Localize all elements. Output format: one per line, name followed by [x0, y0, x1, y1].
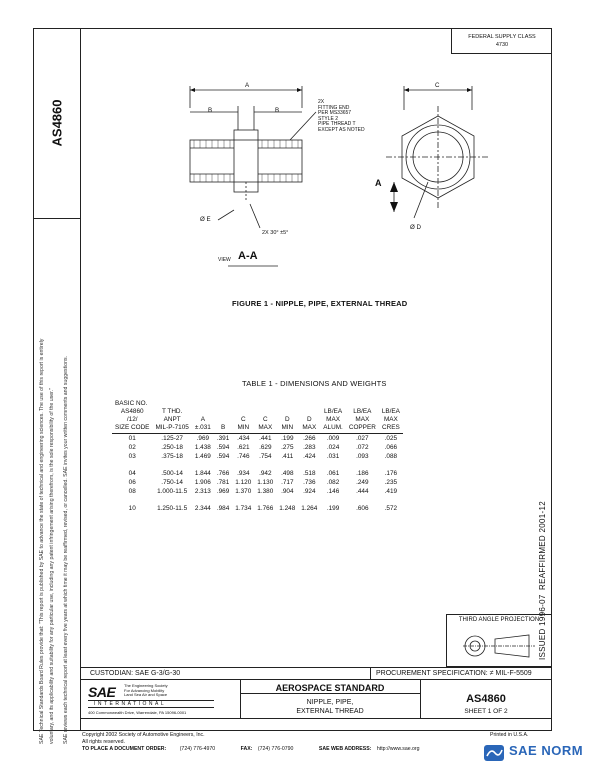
table-cell: 06 [128, 479, 136, 486]
table-cell: .717 [281, 479, 294, 486]
table-cell: .025 [384, 435, 398, 442]
table-cell: .736 [303, 479, 316, 486]
watermark-logo-icon [483, 742, 505, 764]
table-cell: .199 [326, 505, 340, 512]
note-line-3: STYLE 2 [318, 115, 339, 122]
table-cell: .250-18 [161, 444, 183, 451]
standard-title: AEROSPACE STANDARD [275, 683, 385, 693]
procurement-spec: PROCUREMENT SPECIFICATION: ≠ MIL-F-5509 [376, 670, 532, 677]
table-cell: 1.248 [279, 505, 296, 512]
table-header-row [112, 424, 403, 434]
table-cell: .754 [259, 453, 272, 460]
table-header-row [112, 416, 403, 424]
table-cell: 10 [128, 505, 136, 512]
table-cell: .746 [237, 453, 250, 460]
third-angle-projection [446, 614, 552, 667]
rule [80, 667, 552, 668]
note-line-5: EXCEPT AS NOTED [318, 126, 365, 133]
th: T THD. [161, 408, 183, 415]
table-cell: .500-14 [161, 470, 183, 477]
table-cell: .518 [303, 470, 316, 477]
order-info [82, 746, 420, 752]
table-cell: .061 [326, 470, 340, 477]
th: MIN [276, 424, 298, 434]
view-label-big: A-A [238, 250, 258, 262]
projection-symbol-icon [461, 629, 541, 663]
table-cell: 1.130 [257, 479, 274, 486]
table-cell: 1.766 [257, 505, 274, 512]
table-cell: 1.380 [257, 488, 274, 495]
table-cell: .781 [216, 479, 230, 486]
table-cell: .441 [259, 435, 272, 442]
th: LB/EA [324, 408, 343, 415]
note-line-1: FITTING END [318, 104, 350, 111]
web-url[interactable]: http://www.sae.org [376, 746, 420, 752]
tag3: Land Sea Air and Space [124, 692, 168, 698]
table-cell: .969 [216, 488, 230, 495]
side-document-number [33, 28, 80, 219]
rights: All rights reserved. [82, 739, 125, 745]
chamfer-label: 2X 30° ±5° [262, 230, 289, 236]
table-caption: TABLE 1 - DIMENSIONS AND WEIGHTS [242, 379, 387, 388]
table-cell: .235 [384, 479, 398, 486]
table-cell: .621 [237, 444, 250, 451]
sae-international: INTERNATIONAL [88, 700, 214, 708]
table-cell: .088 [384, 453, 398, 460]
federal-supply-class [451, 28, 552, 54]
table-cell: .375-18 [161, 453, 183, 460]
table-row [112, 504, 403, 513]
th: D [306, 416, 312, 423]
table-spacer [112, 461, 403, 469]
tag2: For Advancing Mobility [124, 687, 165, 693]
sae-logo-mark: SAE [88, 684, 116, 700]
web-label: SAE WEB ADDRESS: [318, 746, 372, 752]
table-cell: .969 [196, 435, 210, 442]
sheet-number: SHEET 1 OF 2 [464, 708, 508, 715]
table-cell: 1.250-11.5 [157, 505, 188, 512]
table-cell: 1.906 [194, 479, 211, 486]
dim-phi-d-label: Ø D [410, 224, 422, 231]
table-cell: 02 [128, 444, 136, 451]
custodian: CUSTODIAN: SAE G-3/G-30 [90, 670, 181, 677]
part-name-1: NIPPLE, PIPE, [306, 699, 354, 706]
table-row [112, 478, 403, 487]
th: AS4860 [120, 408, 144, 415]
dim-a-label: A [245, 82, 250, 89]
order-phone: (724) 776-4970 [179, 746, 216, 752]
fsc-label: FEDERAL SUPPLY CLASS [468, 34, 536, 40]
note-line-4: PIPE THREAD T [318, 121, 356, 128]
fax-number: (724) 776-0790 [257, 746, 294, 752]
table-cell: .934 [237, 470, 250, 477]
tag1: The Engineering Society [124, 683, 168, 688]
table-cell: .424 [303, 453, 316, 460]
reaffirmed-date: REAFFIRMED 2001-12 [538, 501, 547, 590]
table-cell: .594 [216, 453, 230, 460]
table-cell: .750-14 [161, 479, 183, 486]
table-cell: .924 [303, 488, 316, 495]
th: MAX [355, 416, 370, 423]
th: LB/EA [353, 408, 372, 415]
th: MIN [232, 424, 254, 434]
sae-norm-watermark [483, 740, 593, 770]
table-cell: 1.734 [235, 505, 252, 512]
table-cell: 01 [128, 435, 136, 442]
table-cell: .009 [326, 435, 340, 442]
th: MAX [383, 416, 398, 423]
table-cell: 1.469 [194, 453, 211, 460]
fsc-value: 4730 [495, 42, 509, 48]
table-cell: 2.313 [194, 488, 211, 495]
sae-address: 400 Commonwealth Drive, Warrendale, PA 15096-0001 [88, 710, 187, 715]
table-cell: .031 [326, 453, 340, 460]
order-label: TO PLACE A DOCUMENT ORDER: [82, 746, 167, 752]
dim-c-label: C [435, 82, 440, 89]
table-cell: 04 [128, 470, 136, 477]
fitting-note [318, 100, 365, 134]
legal-text-1: SAE Technical Standards Board Rules provide that: "This report is published by SAE to advance the state of technical and engineering sciences. The use of this report is entirely [39, 338, 45, 744]
th: MIL-P-7105 [152, 424, 191, 434]
side-document-number-text: AS4860 [49, 99, 64, 147]
section-arrow-a-top: A [375, 178, 382, 188]
th: BASIC NO. [115, 400, 148, 407]
third-angle-title: THIRD ANGLE PROJECTION [458, 617, 540, 623]
figure-caption: FIGURE 1 - NIPPLE, PIPE, EXTERNAL THREAD [232, 299, 408, 308]
table-cell: .027 [356, 435, 369, 442]
th: B [214, 424, 232, 434]
fax-label: FAX: [240, 746, 253, 752]
th: /12/ [126, 416, 138, 423]
table-cell: .411 [281, 453, 294, 460]
table-cell: .984 [216, 505, 230, 512]
view-label-small: VIEW [218, 257, 231, 263]
copyright: Copyright 2002 Society of Automotive Engineers, Inc. [82, 732, 205, 738]
sae-logo [80, 680, 235, 718]
th: D [284, 416, 290, 423]
rule [80, 718, 552, 719]
table-cell: .498 [281, 470, 294, 477]
table-cell: .024 [326, 444, 340, 451]
th: ±.031 [192, 424, 214, 434]
table-cell: .082 [326, 479, 340, 486]
rule [370, 667, 371, 679]
table-cell: .066 [384, 444, 398, 451]
table-cell: .419 [384, 488, 398, 495]
table-cell: .199 [281, 435, 294, 442]
table-cell: 1.370 [235, 488, 252, 495]
table-cell: 03 [128, 453, 136, 460]
table-cell: 1.264 [301, 505, 318, 512]
table-cell: .146 [326, 488, 340, 495]
dim-b-right-label: B [275, 107, 280, 114]
doc-number: AS4860 [466, 693, 506, 705]
table-cell: .572 [384, 505, 398, 512]
th: CRES [379, 424, 403, 434]
table-row [112, 434, 403, 444]
table-cell: .629 [259, 444, 272, 451]
table-cell: .093 [356, 453, 369, 460]
table-header-row [112, 400, 403, 408]
table-cell: 1.438 [194, 444, 211, 451]
table-spacer [112, 496, 403, 504]
table-cell: .283 [303, 444, 316, 451]
table-cell: 1.844 [194, 470, 211, 477]
th: SIZE CODE [112, 424, 152, 434]
table-cell: .942 [259, 470, 272, 477]
legal-text-2: voluntary, and its applicability and suitability for any particular use, including any patent infringement arising therefrom, is the sole responsibility of the user." [49, 388, 55, 744]
table-cell: .434 [237, 435, 250, 442]
th: ANPT [163, 416, 181, 423]
table-row [112, 452, 403, 461]
table-cell: .125-27 [161, 435, 183, 442]
table-cell: .176 [384, 470, 398, 477]
th: MAX [298, 424, 320, 434]
table-row [112, 469, 403, 478]
table-row [112, 487, 403, 496]
table-cell: .249 [356, 479, 369, 486]
th: C [240, 416, 246, 423]
watermark-text: SAE NORM [509, 743, 584, 758]
th: MAX [326, 416, 340, 423]
rule [240, 693, 420, 694]
table-cell: 1.120 [235, 479, 252, 486]
table-cell: 1.000-11.5 [157, 488, 188, 495]
dim-b-left-label: B [208, 107, 213, 114]
table-cell: .766 [216, 470, 230, 477]
dimensions-table [112, 400, 403, 513]
sae-tagline [124, 684, 168, 698]
table-cell: .072 [356, 444, 369, 451]
legal-text-3: SAE reviews each technical report at least every five years at which time it may be reaffirmed, revised, or cancelled. SAE invites your written comments and suggestions. [63, 356, 69, 744]
part-name-2: EXTERNAL THREAD [296, 708, 364, 715]
table-cell: .606 [356, 505, 369, 512]
th: A [200, 416, 205, 423]
th: COPPER [346, 424, 379, 434]
table-cell: .444 [356, 488, 369, 495]
th: LB/EA [381, 408, 400, 415]
table-cell: .186 [356, 470, 369, 477]
th: ALUM. [320, 424, 346, 434]
th: MAX [254, 424, 276, 434]
table-cell: .275 [281, 444, 294, 451]
table-header-row [112, 408, 403, 416]
printed-in: Printed in U.S.A. [490, 732, 529, 738]
note-line-2: PER MS33657 [318, 110, 352, 117]
issued-date: ISSUED 1996-07 [538, 594, 547, 660]
table-row [112, 443, 403, 452]
th: C [262, 416, 268, 423]
table-cell: .391 [216, 435, 230, 442]
table-cell: .266 [303, 435, 316, 442]
table-cell: 2.344 [194, 505, 211, 512]
table-cell: .594 [216, 444, 230, 451]
note-2x: 2X [318, 99, 325, 105]
dim-phi-e-label: Ø E [200, 216, 211, 223]
table-cell: 08 [128, 488, 136, 495]
table-cell: .904 [281, 488, 294, 495]
